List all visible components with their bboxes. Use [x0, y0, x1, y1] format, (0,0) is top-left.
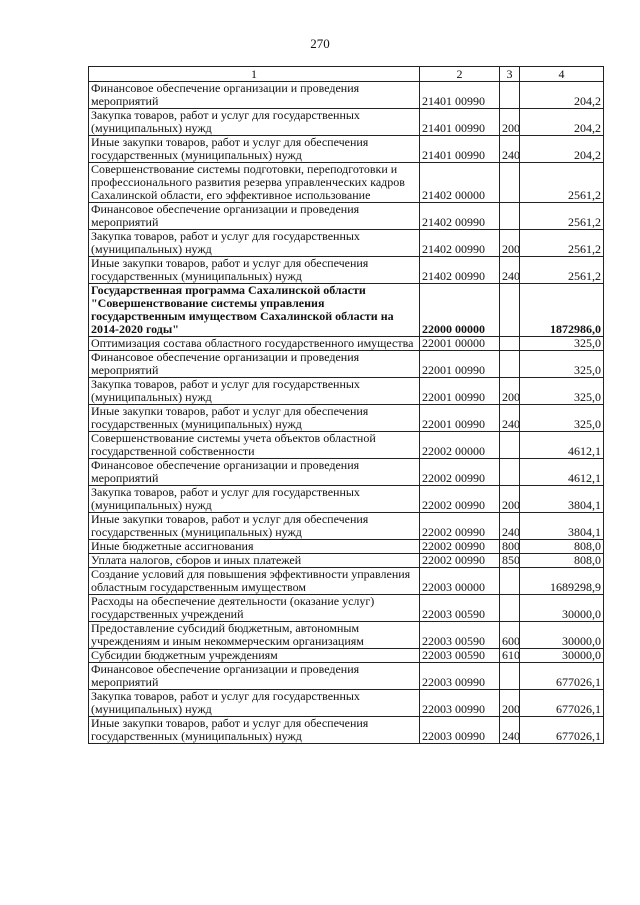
- row-code-cell: 21401 00990: [420, 109, 500, 136]
- table-row: [89, 595, 604, 622]
- row-sum-cell: 3804,1: [520, 486, 604, 513]
- row-expense-type-cell: [500, 432, 520, 459]
- row-name-cell: Предоставление субсидий бюджетным, автономным учреждениям и иным некоммерческим организациям: [89, 622, 420, 649]
- row-sum-cell: 2561,2: [520, 230, 604, 257]
- row-expense-type-cell: 850: [500, 554, 520, 568]
- row-code-cell: 22002 00990: [420, 540, 500, 554]
- table-header-row: [89, 67, 604, 82]
- row-sum-cell: 677026,1: [520, 663, 604, 690]
- row-name-cell: Расходы на обеспечение деятельности (оказание услуг) государственных учреждений: [89, 595, 420, 622]
- row-sum-cell: 204,2: [520, 82, 604, 109]
- table-row: [89, 163, 604, 203]
- row-name-cell: Финансовое обеспечение организации и проведения мероприятий: [89, 459, 420, 486]
- row-name-cell: Иные закупки товаров, работ и услуг для обеспечения государственных (муниципальных) нужд: [89, 513, 420, 540]
- row-expense-type-cell: 800: [500, 540, 520, 554]
- row-expense-type-cell: [500, 337, 520, 351]
- column-header-sum: 4: [520, 67, 604, 82]
- row-expense-type-cell: [500, 284, 520, 337]
- row-sum-cell: 204,2: [520, 136, 604, 163]
- row-expense-type-cell: [500, 82, 520, 109]
- row-code-cell: 22001 00990: [420, 351, 500, 378]
- row-code-cell: 22003 00590: [420, 595, 500, 622]
- row-code-cell: 22003 00990: [420, 663, 500, 690]
- row-name-cell: Субсидии бюджетным учреждениям: [89, 649, 420, 663]
- row-expense-type-cell: [500, 351, 520, 378]
- row-name-cell: Совершенствование системы учета объектов областной государственной собственности: [89, 432, 420, 459]
- row-code-cell: 22001 00990: [420, 405, 500, 432]
- row-expense-type-cell: 200: [500, 230, 520, 257]
- page-number: 270: [310, 36, 330, 51]
- row-code-cell: 22002 00990: [420, 459, 500, 486]
- table-row: [89, 337, 604, 351]
- column-header-code: 2: [420, 67, 500, 82]
- row-expense-type-cell: 240: [500, 405, 520, 432]
- row-name-cell: Иные закупки товаров, работ и услуг для обеспечения государственных (муниципальных) нужд: [89, 136, 420, 163]
- row-name-cell: Иные бюджетные ассигнования: [89, 540, 420, 554]
- row-code-cell: 22003 00990: [420, 717, 500, 744]
- row-expense-type-cell: 610: [500, 649, 520, 663]
- row-code-cell: 21401 00990: [420, 136, 500, 163]
- row-code-cell: 21401 00990: [420, 82, 500, 109]
- table-row: [89, 405, 604, 432]
- table-row: [89, 690, 604, 717]
- row-code-cell: 21402 00990: [420, 203, 500, 230]
- row-name-cell: Финансовое обеспечение организации и проведения мероприятий: [89, 351, 420, 378]
- table-row: [89, 432, 604, 459]
- row-sum-cell: 677026,1: [520, 690, 604, 717]
- row-name-cell: Оптимизация состава областного государственного имущества: [89, 337, 420, 351]
- row-sum-cell: 1872986,0: [520, 284, 604, 337]
- table-row: [89, 649, 604, 663]
- table-row: [89, 663, 604, 690]
- table-row: [89, 109, 604, 136]
- table-row: [89, 351, 604, 378]
- row-expense-type-cell: 240: [500, 513, 520, 540]
- table-row: [89, 378, 604, 405]
- row-code-cell: 22003 00590: [420, 649, 500, 663]
- row-name-cell: Финансовое обеспечение организации и проведения мероприятий: [89, 663, 420, 690]
- row-sum-cell: 2561,2: [520, 203, 604, 230]
- row-sum-cell: 325,0: [520, 405, 604, 432]
- table-row: [89, 540, 604, 554]
- row-name-cell: Закупка товаров, работ и услуг для государственных (муниципальных) нужд: [89, 486, 420, 513]
- row-code-cell: 22003 00000: [420, 568, 500, 595]
- row-expense-type-cell: 240: [500, 717, 520, 744]
- row-name-cell: Создание условий для повышения эффективности управления областным государственным имуществом: [89, 568, 420, 595]
- row-name-cell: Государственная программа Сахалинской области "Совершенствование системы управления государственным имуществом Сахалинской области на 2014-2020 годы": [89, 284, 420, 337]
- table-row: [89, 257, 604, 284]
- table-row: [89, 82, 604, 109]
- row-code-cell: 22002 00990: [420, 486, 500, 513]
- row-sum-cell: 30000,0: [520, 649, 604, 663]
- table-row: [89, 568, 604, 595]
- row-name-cell: Закупка товаров, работ и услуг для государственных (муниципальных) нужд: [89, 690, 420, 717]
- row-sum-cell: 4612,1: [520, 459, 604, 486]
- row-name-cell: Финансовое обеспечение организации и проведения мероприятий: [89, 203, 420, 230]
- row-name-cell: Совершенствование системы подготовки, переподготовки и профессионального развития резерва управленческих кадров Сахалинской области, его эффективное использование: [89, 163, 420, 203]
- row-expense-type-cell: 200: [500, 378, 520, 405]
- row-sum-cell: 30000,0: [520, 622, 604, 649]
- row-sum-cell: 204,2: [520, 109, 604, 136]
- row-sum-cell: 1689298,9: [520, 568, 604, 595]
- row-name-cell: Иные закупки товаров, работ и услуг для обеспечения государственных (муниципальных) нужд: [89, 405, 420, 432]
- row-expense-type-cell: [500, 459, 520, 486]
- table-row: [89, 717, 604, 744]
- row-expense-type-cell: [500, 595, 520, 622]
- row-expense-type-cell: 200: [500, 486, 520, 513]
- row-expense-type-cell: [500, 163, 520, 203]
- row-code-cell: 21402 00990: [420, 257, 500, 284]
- table-row: [89, 486, 604, 513]
- row-name-cell: Закупка товаров, работ и услуг для государственных (муниципальных) нужд: [89, 378, 420, 405]
- row-code-cell: 21402 00990: [420, 230, 500, 257]
- row-expense-type-cell: 600: [500, 622, 520, 649]
- row-sum-cell: 808,0: [520, 540, 604, 554]
- table-row: [89, 284, 604, 337]
- column-header-name: 1: [89, 67, 420, 82]
- row-code-cell: 22003 00990: [420, 690, 500, 717]
- table-row: [89, 459, 604, 486]
- row-name-cell: Закупка товаров, работ и услуг для государственных (муниципальных) нужд: [89, 230, 420, 257]
- row-sum-cell: 2561,2: [520, 257, 604, 284]
- row-sum-cell: 808,0: [520, 554, 604, 568]
- row-code-cell: 22002 00000: [420, 432, 500, 459]
- row-sum-cell: 3804,1: [520, 513, 604, 540]
- table-row: [89, 554, 604, 568]
- table-row: [89, 230, 604, 257]
- row-code-cell: 22002 00990: [420, 513, 500, 540]
- row-sum-cell: 4612,1: [520, 432, 604, 459]
- row-code-cell: 22003 00590: [420, 622, 500, 649]
- row-sum-cell: 325,0: [520, 337, 604, 351]
- row-expense-type-cell: [500, 568, 520, 595]
- row-sum-cell: 677026,1: [520, 717, 604, 744]
- table-row: [89, 203, 604, 230]
- budget-table: [88, 66, 604, 744]
- row-name-cell: Иные закупки товаров, работ и услуг для обеспечения государственных (муниципальных) нужд: [89, 257, 420, 284]
- table-row: [89, 136, 604, 163]
- row-expense-type-cell: 240: [500, 136, 520, 163]
- row-name-cell: Иные закупки товаров, работ и услуг для обеспечения государственных (муниципальных) нужд: [89, 717, 420, 744]
- row-expense-type-cell: 200: [500, 109, 520, 136]
- row-code-cell: 22002 00990: [420, 554, 500, 568]
- row-expense-type-cell: 200: [500, 690, 520, 717]
- row-code-cell: 22001 00990: [420, 378, 500, 405]
- row-code-cell: 21402 00000: [420, 163, 500, 203]
- row-sum-cell: 2561,2: [520, 163, 604, 203]
- row-name-cell: Финансовое обеспечение организации и проведения мероприятий: [89, 82, 420, 109]
- column-header-expense-type: 3: [500, 67, 520, 82]
- table-row: [89, 622, 604, 649]
- row-sum-cell: 30000,0: [520, 595, 604, 622]
- row-sum-cell: 325,0: [520, 378, 604, 405]
- row-name-cell: Уплата налогов, сборов и иных платежей: [89, 554, 420, 568]
- table-body: [89, 82, 604, 744]
- row-expense-type-cell: [500, 663, 520, 690]
- row-sum-cell: 325,0: [520, 351, 604, 378]
- row-expense-type-cell: [500, 203, 520, 230]
- row-code-cell: 22001 00000: [420, 337, 500, 351]
- table-row: [89, 513, 604, 540]
- row-expense-type-cell: 240: [500, 257, 520, 284]
- row-code-cell: 22000 00000: [420, 284, 500, 337]
- row-name-cell: Закупка товаров, работ и услуг для государственных (муниципальных) нужд: [89, 109, 420, 136]
